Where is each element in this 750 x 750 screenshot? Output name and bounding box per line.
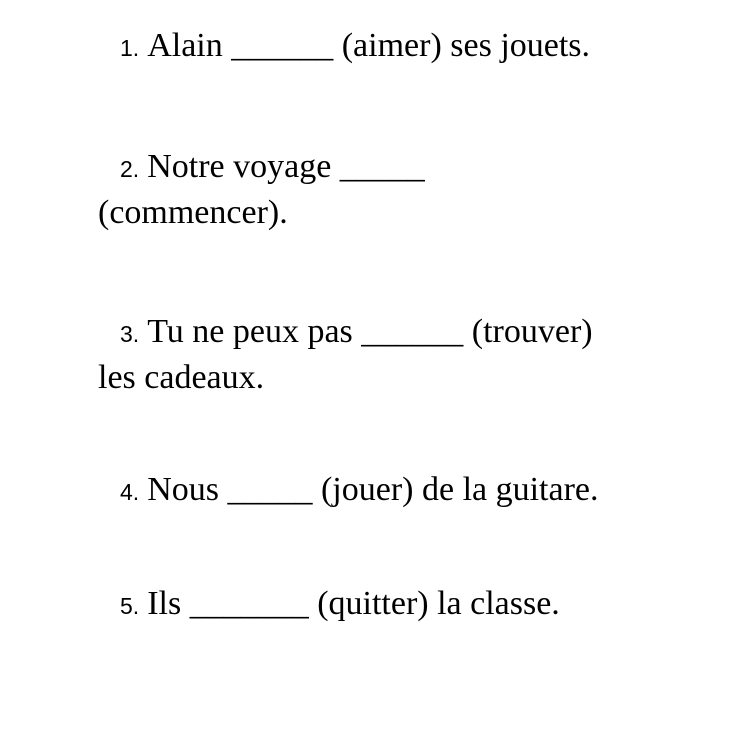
item-number: 2. [120, 156, 140, 182]
item-number: 1. [120, 35, 140, 61]
sentence-line [98, 24, 720, 70]
item-number: 3. [120, 321, 140, 347]
exercise-item-3 [98, 310, 720, 400]
sentence-line [98, 468, 720, 514]
sentence-text: Ils _______ (quitter) la classe. [147, 585, 560, 622]
exercise-item-5 [98, 582, 720, 628]
sentence-text: Nous _____ (jouer) de la guitare. [147, 471, 599, 508]
exercise-item-1 [98, 24, 720, 70]
sentence-continuation-line [98, 191, 720, 235]
sentence-text: Tu ne peux pas ______ (trouver) [147, 313, 593, 350]
sentence-line [98, 145, 720, 191]
sentence-text: Notre voyage _____ [147, 148, 425, 185]
sentence-text: Alain ______ (aimer) ses jouets. [147, 27, 591, 64]
sentence-text: (commencer). [98, 194, 288, 231]
exercise-item-2 [98, 145, 720, 235]
exercise-item-4 [98, 468, 720, 514]
sentence-continuation-line [98, 356, 720, 400]
item-number: 4. [120, 479, 140, 505]
sentence-line [98, 310, 720, 356]
sentence-line [98, 582, 720, 628]
sentence-text: les cadeaux. [98, 359, 265, 396]
item-number: 5. [120, 593, 140, 619]
